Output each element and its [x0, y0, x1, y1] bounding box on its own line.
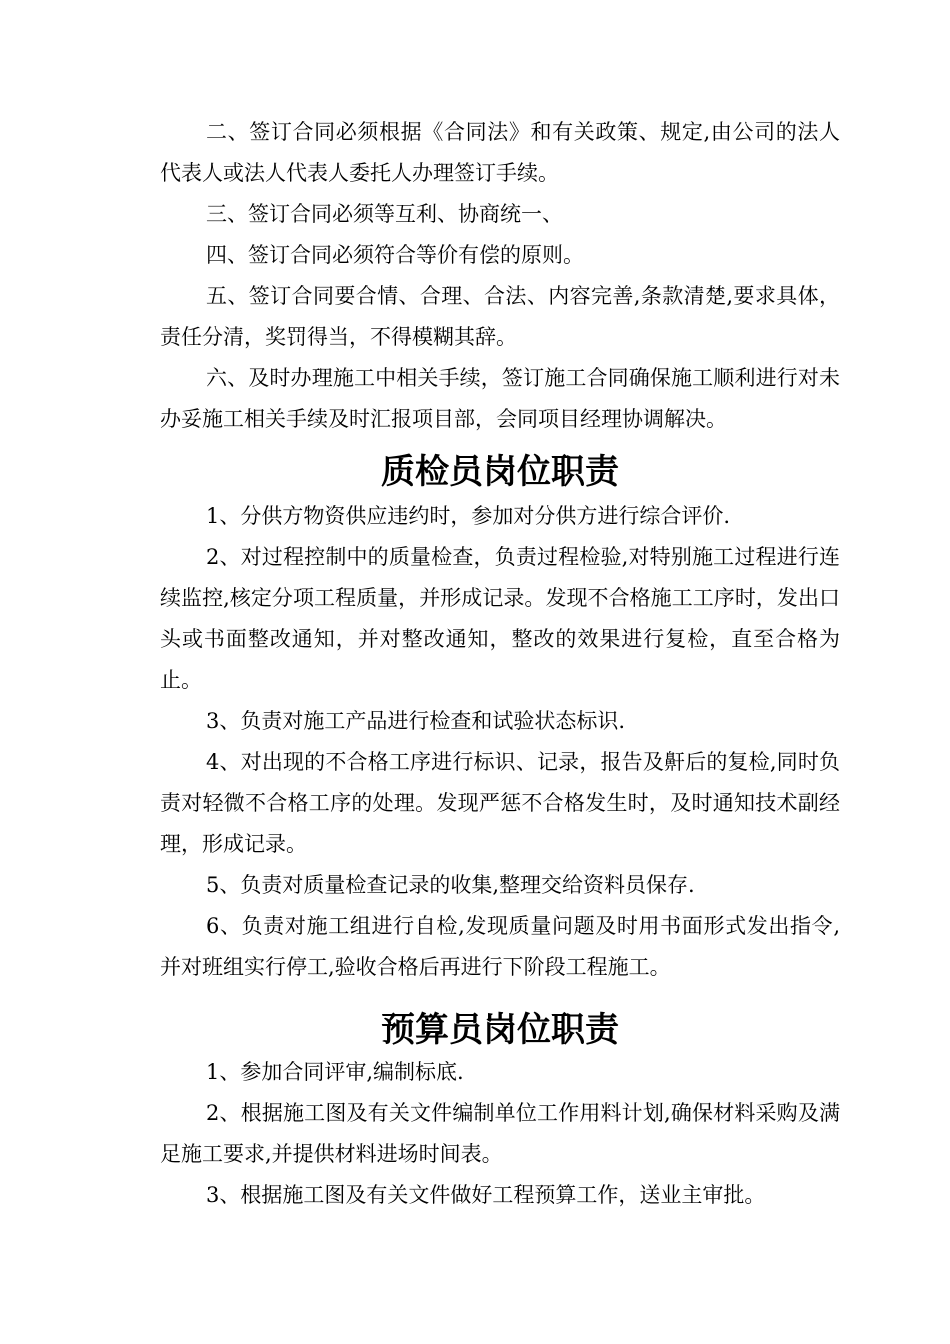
duty-paragraph: 5、负责对质量检查记录的收集,整理交给资料员保存. [206, 873, 695, 897]
duty-paragraph: 4、对出现的不合格工序进行标识、记录，报告及鼾后的复检,同时负责对轻微不合格工序的处理。发现严惩不合格发生时，及时通知技术副经理，形成记录。 [160, 750, 840, 856]
contract-clauses-section [160, 112, 840, 440]
duty-paragraph: 2、对过程控制中的质量检查，负责过程检验,对特别施工过程进行连续监控,核定分项工程质量，并形成记录。发现不合格施工工序时，发出口头或书面整改通知，并对整改通知，整改的效果进行复检，直至合格为止。 [160, 545, 840, 692]
document-page [160, 112, 840, 1216]
duty-paragraph: 1、参加合同评审,编制标底. [206, 1060, 464, 1084]
clause-paragraph: 六、及时办理施工中相关手续，签订施工合同确保施工顺利进行对未办妥施工相关手续及时汇报项目部，会同项目经理协调解决。 [160, 366, 840, 431]
budget-officer-heading: 预算员岗位职责 [381, 1010, 619, 1050]
budget-officer-section [160, 1052, 840, 1216]
clause-paragraph: 三、签订合同必须等互利、协商统一、 [206, 202, 563, 226]
clause-paragraph: 二、签订合同必须根据《合同法》和有关政策、规定,由公司的法人代表人或法人代表人委托人办理签订手续。 [160, 120, 840, 185]
duty-paragraph: 3、根据施工图及有关文件做好工程预算工作，送业主审批。 [206, 1183, 766, 1207]
duty-paragraph: 3、负责对施工产品进行检查和试验状态标识. [206, 709, 626, 733]
clause-paragraph: 四、签订合同必须符合等价有偿的原则。 [206, 243, 584, 267]
duty-paragraph: 6、负责对施工组进行自检,发现质量问题及时用书面形式发出指令,并对班组实行停工,验收合格后再进行下阶段工程施工。 [160, 914, 840, 979]
clause-paragraph: 五、签订合同要合情、合理、合法、内容完善,条款清楚,要求具体，责任分清，奖罚得当，不得模糊其辞。 [160, 284, 840, 349]
quality-inspector-section [160, 496, 840, 988]
quality-inspector-heading: 质检员岗位职责 [381, 452, 619, 492]
duty-paragraph: 1、分供方物资供应违约时，参加对分供方进行综合评价. [206, 504, 731, 528]
duty-paragraph: 2、根据施工图及有关文件编制单位工作用料计划,确保材料采购及满足施工要求,并提供材料进场时间表。 [160, 1101, 840, 1166]
